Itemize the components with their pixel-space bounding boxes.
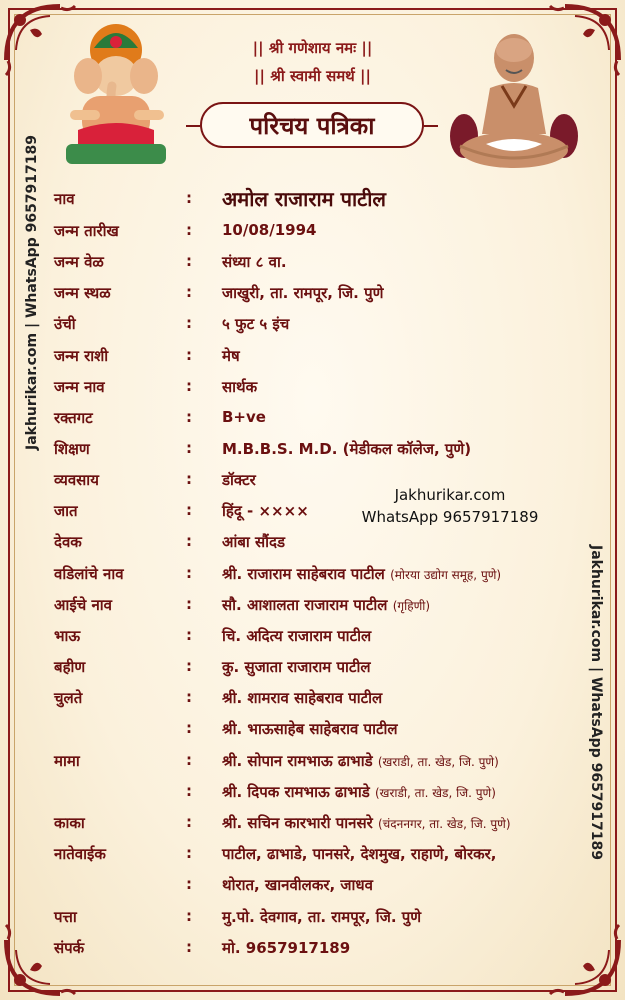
detail-row: [0, 246, 625, 276]
detail-colon: :: [186, 439, 192, 457]
mantra-ganesh: || श्री गणेशाय नमः ||: [252, 39, 373, 57]
detail-value: [222, 626, 371, 646]
detail-value-text: कु. सुजाता राजाराम पाटील: [222, 658, 371, 676]
mantra-swami: || श्री स्वामी समर्थ ||: [254, 67, 371, 85]
detail-row: [0, 183, 625, 213]
detail-value: [222, 719, 398, 739]
detail-value-note: (चंदननगर, ता. खेड, जि. पुणे): [377, 817, 511, 831]
detail-value: [222, 844, 496, 864]
detail-colon: :: [186, 751, 192, 769]
detail-value-text: ५ फुट ५ इंच: [222, 315, 290, 333]
detail-value-text: पाटील, ढाभाडे, पानसरे, देशमुख, राहाणे, बोरकर,: [222, 845, 497, 863]
detail-row: [0, 682, 625, 712]
detail-value: [222, 564, 501, 584]
detail-value-text: मु.पो. देवगाव, ता. रामपूर, जि. पुणे: [222, 908, 422, 926]
detail-row: [0, 807, 625, 837]
watermark-phone: WhatsApp 9657917189: [361, 508, 539, 526]
detail-value-text: हिंदू - ××××: [222, 502, 309, 520]
detail-label: मामा: [54, 752, 80, 770]
detail-label: जन्म तारीख: [54, 222, 119, 240]
detail-value-text: M.B.B.S. M.D. (मेडीकल कॉलेज, पुणे): [222, 440, 472, 458]
detail-colon: :: [186, 782, 192, 800]
detail-value-note: (गृहिणी): [392, 599, 431, 613]
detail-row: [0, 277, 625, 307]
detail-colon: :: [186, 346, 192, 364]
side-watermark-right: Jakhurikar.com | WhatsApp 9657917189: [588, 545, 604, 860]
detail-label: संपर्क: [54, 939, 85, 957]
detail-colon: :: [186, 938, 192, 956]
detail-value-text: मेष: [222, 347, 240, 365]
detail-colon: :: [186, 626, 192, 644]
detail-label: आईचे नाव: [54, 596, 112, 614]
detail-label: काका: [54, 814, 85, 832]
detail-row: [0, 308, 625, 338]
detail-value-text: डॉक्टर: [222, 471, 256, 489]
detail-value: [222, 185, 386, 212]
detail-value: [222, 283, 383, 303]
center-watermark: [355, 484, 545, 528]
detail-row: [0, 838, 625, 868]
detail-value: [222, 813, 511, 833]
detail-value: [222, 595, 430, 615]
page-title: परिचय पत्रिका: [249, 111, 375, 140]
detail-value: [222, 314, 289, 334]
detail-colon: :: [186, 657, 192, 675]
detail-row: [0, 869, 625, 899]
detail-row: [0, 901, 625, 931]
detail-value-text: थोरात, खानवीलकर, जाधव: [222, 876, 373, 894]
detail-value: [222, 439, 471, 459]
detail-value-text: चि. अदित्य राजाराम पाटील: [222, 627, 372, 645]
detail-row: [0, 402, 625, 432]
detail-label: पत्ता: [54, 908, 77, 926]
detail-row: [0, 776, 625, 806]
detail-colon: :: [186, 564, 192, 582]
detail-label: रक्तगट: [54, 409, 93, 427]
detail-value: [222, 907, 421, 927]
detail-value-text: आंबा सौंदड: [222, 533, 286, 551]
detail-value: [222, 470, 256, 490]
detail-label: जन्म वेळ: [54, 253, 104, 271]
detail-label: भाऊ: [54, 627, 81, 645]
detail-value: [222, 377, 257, 397]
detail-value: [222, 875, 373, 895]
detail-value-text: B+ve: [222, 408, 266, 426]
detail-colon: :: [186, 470, 192, 488]
detail-label: जात: [54, 502, 78, 520]
detail-value: [222, 501, 309, 521]
detail-row: [0, 713, 625, 743]
detail-value: [222, 346, 240, 366]
detail-value-text: श्री. शामराव साहेबराव पाटील: [222, 689, 383, 707]
detail-row: [0, 526, 625, 556]
detail-row: [0, 558, 625, 588]
detail-colon: :: [186, 813, 192, 831]
detail-label: बहीण: [54, 658, 86, 676]
detail-value-note: (खराडी, ता. खेड, जि. पुणे): [374, 786, 496, 800]
watermark-site: Jakhurikar.com: [394, 486, 506, 504]
detail-colon: :: [186, 719, 192, 737]
detail-colon: :: [186, 907, 192, 925]
detail-value-text: श्री. भाऊसाहेब साहेबराव पाटील: [222, 720, 398, 738]
detail-label: उंची: [54, 315, 76, 333]
detail-label: नाव: [54, 190, 75, 208]
detail-row: [0, 215, 625, 245]
detail-colon: :: [186, 844, 192, 862]
detail-value: [222, 657, 371, 677]
detail-value: [222, 938, 350, 958]
detail-value-note: (खराडी, ता. खेड, जि. पुणे): [377, 755, 499, 769]
detail-label: चुलते: [54, 689, 83, 707]
detail-value-text: श्री. दिपक रामभाऊ ढाभाडे: [222, 783, 370, 801]
detail-value-text: श्री. सचिन कारभारी पानसरे: [222, 814, 373, 832]
detail-value-text: 10/08/1994: [222, 221, 317, 239]
detail-row: [0, 340, 625, 370]
detail-row: [0, 371, 625, 401]
detail-row: [0, 651, 625, 681]
detail-value-text: श्री. राजाराम साहेबराव पाटील: [222, 565, 385, 583]
detail-row: [0, 589, 625, 619]
detail-value: [222, 252, 287, 272]
detail-value: [222, 782, 496, 802]
detail-value-text: संध्या ८ वा.: [222, 253, 287, 271]
detail-value: [222, 688, 382, 708]
detail-label: देवक: [54, 533, 82, 551]
detail-colon: :: [186, 688, 192, 706]
detail-value-text: मो. 9657917189: [222, 939, 351, 957]
detail-label: जन्म स्थळ: [54, 284, 111, 302]
title-badge: [200, 102, 424, 148]
side-watermark-left: Jakhurikar.com | WhatsApp 9657917189: [24, 135, 40, 450]
detail-row: [0, 620, 625, 650]
detail-colon: :: [186, 221, 192, 239]
detail-colon: :: [186, 501, 192, 519]
detail-label: शिक्षण: [54, 440, 90, 458]
detail-value: [222, 221, 316, 239]
detail-colon: :: [186, 875, 192, 893]
detail-value: [222, 532, 285, 552]
detail-colon: :: [186, 314, 192, 332]
detail-value-text: श्री. सोपान रामभाऊ ढाभाडे: [222, 752, 373, 770]
detail-colon: :: [186, 532, 192, 550]
detail-value: [222, 751, 499, 771]
detail-row: [0, 932, 625, 962]
detail-colon: :: [186, 189, 192, 207]
detail-label: वडिलांचे नाव: [54, 565, 124, 583]
detail-value-text: सौ. आशालता राजाराम पाटील: [222, 596, 388, 614]
detail-value-text: सार्थक: [222, 378, 258, 396]
detail-value-text: अमोल राजाराम पाटील: [222, 187, 386, 211]
detail-value: [222, 408, 266, 426]
detail-label: नातेवाईक: [54, 845, 106, 863]
detail-colon: :: [186, 595, 192, 613]
detail-row: [0, 433, 625, 463]
detail-value-text: जाखुरी, ता. रामपूर, जि. पुणे: [222, 284, 384, 302]
detail-value-note: (मोरया उद्योग समूह, पुणे): [390, 568, 502, 582]
detail-colon: :: [186, 252, 192, 270]
detail-label: जन्म राशी: [54, 347, 109, 365]
detail-colon: :: [186, 377, 192, 395]
detail-colon: :: [186, 408, 192, 426]
detail-colon: :: [186, 283, 192, 301]
detail-label: व्यवसाय: [54, 471, 99, 489]
detail-row: [0, 745, 625, 775]
detail-label: जन्म नाव: [54, 378, 105, 396]
